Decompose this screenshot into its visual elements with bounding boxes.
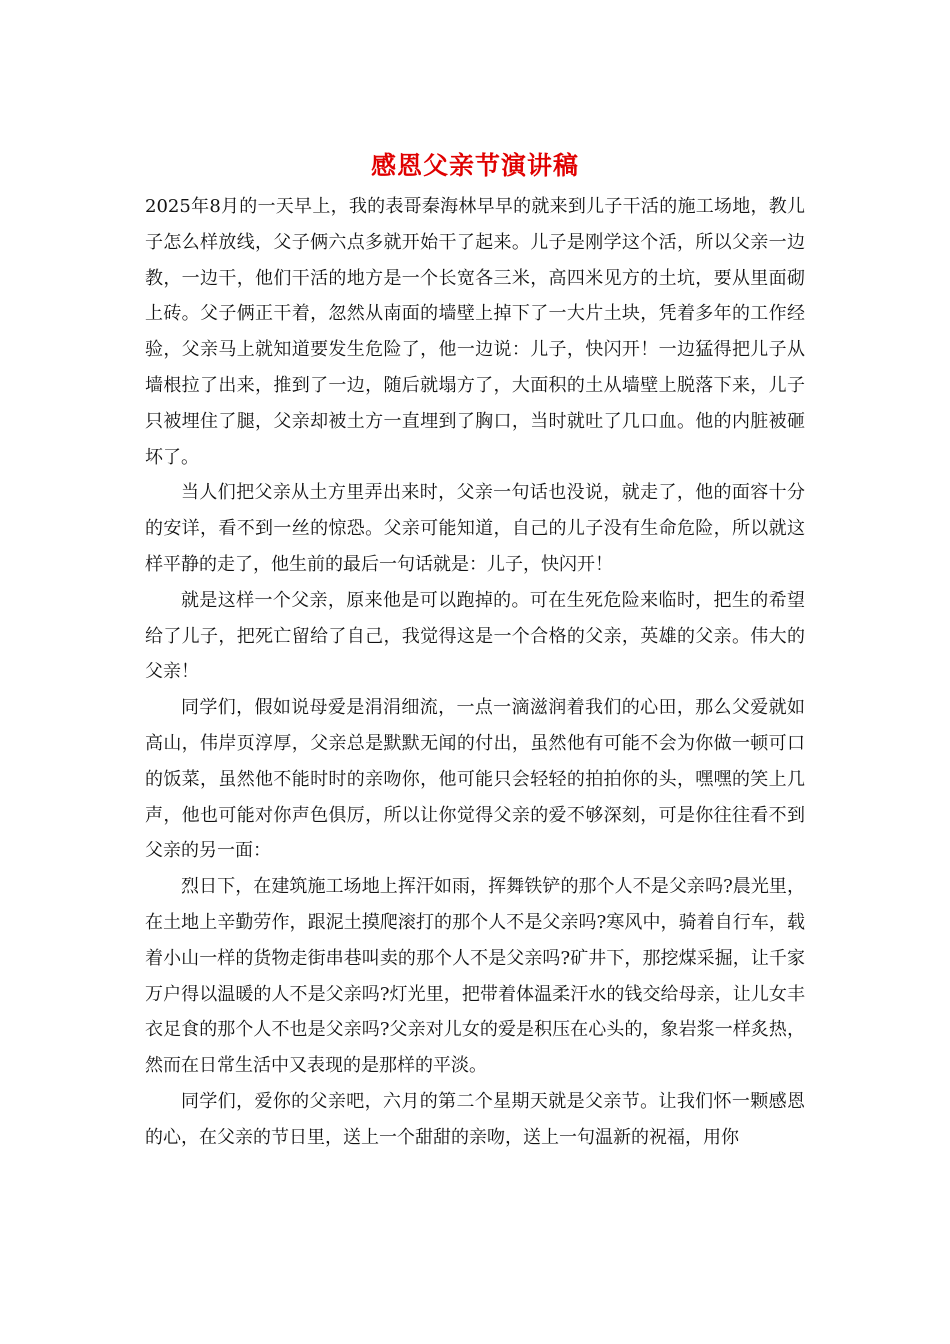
- paragraph-6: 同学们，爱你的父亲吧，六月的第二个星期天就是父亲节。让我们怀一颗感恩的心，在父亲的节日里，送上一个甜甜的亲吻，送上一句温新的祝福，用你: [145, 1090, 805, 1148]
- paragraph-5: 烈日下，在建筑施工场地上挥汗如雨，挥舞铁铲的那个人不是父亲吗?晨光里，在土地上辛勤劳作，跟泥土摸爬滚打的那个人不是父亲吗?寒风中，骑着自行车，载着小山一样的货物走街串巷叫卖的那个人不是父亲吗?矿井下，那挖煤采掘，让千家万户得以温暖的人不是父亲吗?灯光里，把带着体温柔汗水的钱交给母亲，让儿女丰衣足食的那个人不也是父亲吗?父亲对儿女的爱是积压在心头的，象岩浆一样炙热，然而在日常生活中又表现的是那样的平淡。: [145, 876, 805, 1077]
- paragraph-1: 2025年8月的一天早上，我的表哥秦海林早早的就来到儿子干活的施工场地，教儿子怎么样放线，父子俩六点多就开始干了起来。儿子是刚学这个活，所以父亲一边教，一边干，他们干活的地方是一个长宽各三米，高四米见方的土坑，要从里面砌上砖。父子俩正干着，忽然从南面的墙壁上掉下了一大片土块，凭着多年的工作经验，父亲马上就知道要发生危险了，他一边说：儿子，快闪开！一边猛得把儿子从墙根拉了出来，推到了一边，随后就塌方了，大面积的土从墙壁上脱落下来，儿子只被埋住了腿，父亲却被土方一直埋到了胸口，当时就吐了几口血。他的内脏被砸坏了。: [145, 196, 805, 468]
- paragraph-4: 同学们，假如说母爱是涓涓细流，一点一滴滋润着我们的心田，那么父爱就如高山，伟岸页淳厚，父亲总是默默无闻的付出，虽然他有可能不会为你做一顿可口的饭菜，虽然他不能时时的亲吻你，他可能只会轻轻的拍拍你的头，嘿嘿的笑上几声，他也可能对你声色俱厉，所以让你觉得父亲的爱不够深刻，可是你往往看不到父亲的另一面：: [145, 697, 805, 862]
- paragraph-2: 当人们把父亲从土方里弄出来时，父亲一句话也没说，就走了，他的面容十分的安详，看不到一丝的惊恐。父亲可能知道，自己的儿子没有生命危险，所以就这样平静的走了，他生前的最后一句话就是：儿子，快闪开！: [145, 482, 805, 575]
- document-body: [145, 189, 805, 1156]
- document-title: 感恩父亲节演讲稿: [370, 151, 579, 180]
- paragraph-3: 就是这样一个父亲，原来他是可以跑掉的。可在生死危险来临时，把生的希望给了儿子，把死亡留给了自己，我觉得这是一个合格的父亲，英雄的父亲。伟大的父亲！: [145, 589, 805, 683]
